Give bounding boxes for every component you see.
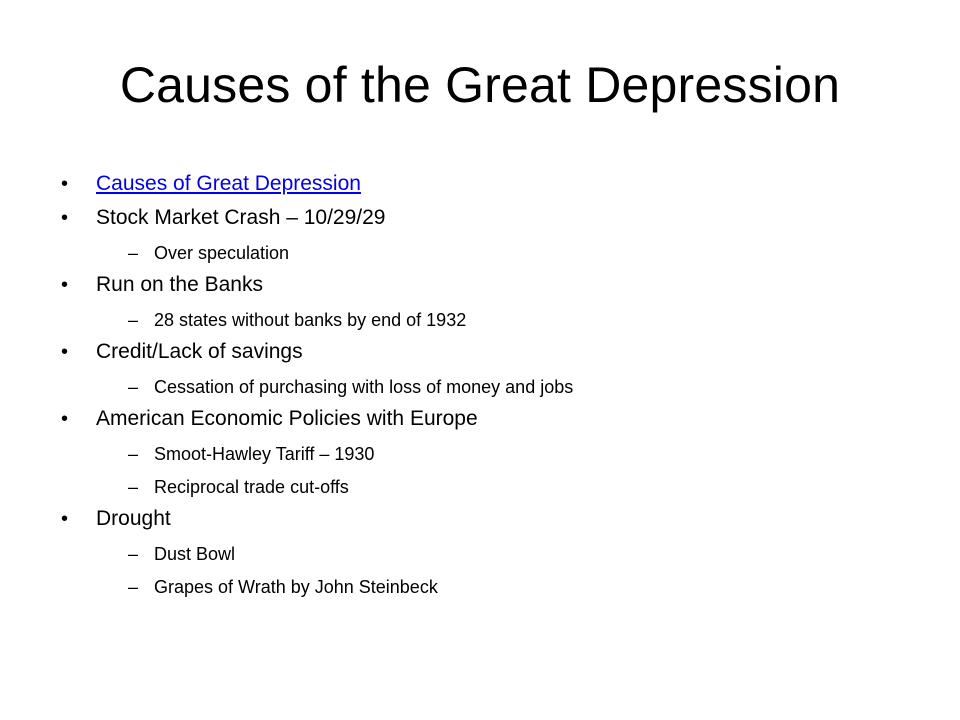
sub-bullet-item <box>128 376 940 398</box>
sub-bullet-item <box>128 242 940 264</box>
dash-icon: – <box>128 477 139 497</box>
sub-bullet-text: Over speculation <box>154 243 290 263</box>
bullet-icon: • <box>61 408 69 430</box>
sub-bullet-text: 28 states without banks by end of 1932 <box>154 310 467 330</box>
sub-bullet-item <box>128 443 940 465</box>
causes-link[interactable]: Causes of Great Depression <box>96 172 361 195</box>
dash-icon: – <box>128 310 139 330</box>
bullet-item <box>60 339 940 365</box>
bullet-text: Drought <box>96 507 171 530</box>
slide-title: Causes of the Great Depression <box>119 57 841 113</box>
sub-bullet-item <box>128 543 940 565</box>
sub-bullet-text: Smoot-Hawley Tariff – 1930 <box>154 444 375 464</box>
bullet-icon: • <box>61 508 69 530</box>
bullet-item <box>60 205 940 231</box>
bullet-icon: • <box>61 341 69 363</box>
dash-icon: – <box>128 544 139 564</box>
dash-icon: – <box>128 577 139 597</box>
sub-bullet-item <box>128 476 940 498</box>
bullet-list <box>60 168 940 598</box>
bullet-icon: • <box>61 207 69 229</box>
bullet-text: Run on the Banks <box>96 273 263 296</box>
bullet-item <box>60 272 940 298</box>
sub-bullet-text: Grapes of Wrath by John Steinbeck <box>154 577 438 597</box>
dash-icon: – <box>128 377 139 397</box>
sub-bullet-item <box>128 576 940 598</box>
sub-bullet-text: Reciprocal trade cut-offs <box>154 477 349 497</box>
bullet-text: Credit/Lack of savings <box>96 340 303 363</box>
sub-bullet-item <box>128 309 940 331</box>
bullet-text: American Economic Policies with Europe <box>96 407 478 430</box>
sub-bullet-text: Cessation of purchasing with loss of money and jobs <box>154 377 574 397</box>
dash-icon: – <box>128 243 139 263</box>
bullet-icon: • <box>61 274 69 296</box>
bullet-item-link <box>60 171 940 197</box>
bullet-icon: • <box>61 173 69 195</box>
bullet-item <box>60 406 940 432</box>
bullet-text: Stock Market Crash – 10/29/29 <box>96 206 386 229</box>
sub-bullet-text: Dust Bowl <box>154 544 236 564</box>
dash-icon: – <box>128 444 139 464</box>
bullet-item <box>60 506 940 532</box>
